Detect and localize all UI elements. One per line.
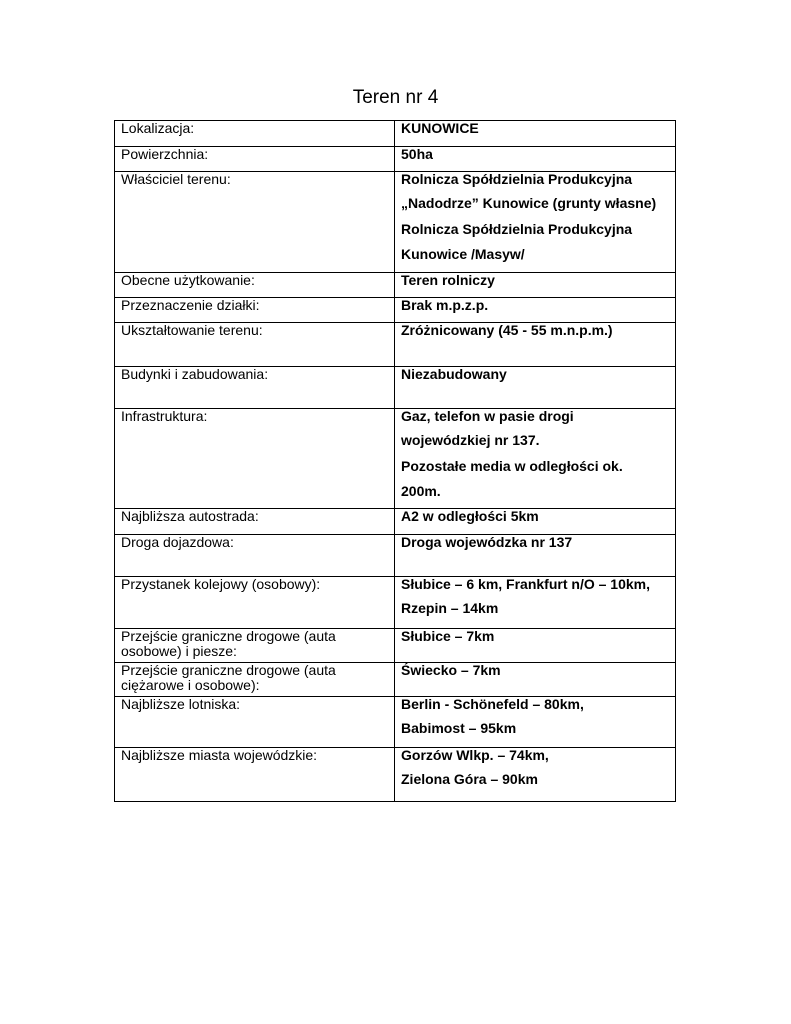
row-label: Przejście graniczne drogowe (auta ciężarowe i osobowe):	[115, 663, 395, 697]
row-value	[395, 121, 676, 147]
value-line: Gorzów Wlkp. – 74km,	[401, 747, 549, 763]
value-line: Teren rolniczy	[401, 272, 495, 288]
row-label: Najbliższe lotniska:	[115, 697, 395, 748]
value-line: Berlin - Schönefeld – 80km,	[401, 696, 584, 712]
table-row	[115, 535, 676, 577]
value-line: „Nadodrze” Kunowice (grunty własne)	[401, 195, 657, 211]
value-line: Brak m.p.z.p.	[401, 297, 489, 313]
row-label: Powierzchnia:	[115, 147, 395, 172]
value-line: A2 w odległości 5km	[401, 508, 539, 524]
value-line: Rolnicza Spółdzielnia Produkcyjna	[401, 220, 633, 237]
row-value	[395, 663, 676, 697]
row-value	[395, 535, 676, 577]
row-label: Przystanek kolejowy (osobowy):	[115, 577, 395, 629]
table-row	[115, 509, 676, 535]
row-label: Właściciel terenu:	[115, 172, 395, 273]
row-value	[395, 409, 676, 509]
value-line: wojewódzkiej nr 137.	[401, 432, 540, 448]
table-row	[115, 323, 676, 367]
value-line: Niezabudowany	[401, 366, 507, 382]
value-line: Słubice – 6 km, Frankfurt n/O – 10km,	[401, 576, 650, 592]
table-row	[115, 367, 676, 409]
row-value	[395, 748, 676, 802]
row-value	[395, 509, 676, 535]
value-line: Zielona Góra – 90km	[401, 771, 538, 787]
row-label: Najbliższe miasta wojewódzkie:	[115, 748, 395, 802]
table-row	[115, 121, 676, 147]
row-label: Przeznaczenie działki:	[115, 298, 395, 323]
row-label: Infrastruktura:	[115, 409, 395, 509]
row-label: Lokalizacja:	[115, 121, 395, 147]
site-info-table	[114, 120, 676, 802]
row-label: Droga dojazdowa:	[115, 535, 395, 577]
page-title: Teren nr 4	[352, 87, 439, 108]
value-line: KUNOWICE	[401, 120, 479, 136]
table-row	[115, 409, 676, 509]
row-value	[395, 697, 676, 748]
row-value	[395, 323, 676, 367]
value-line: Kunowice /Masyw/	[401, 246, 525, 263]
table-row	[115, 577, 676, 629]
row-label: Ukształtowanie terenu:	[115, 323, 395, 367]
row-value	[395, 273, 676, 298]
table-row	[115, 748, 676, 802]
table-row	[115, 147, 676, 172]
value-line: Słubice – 7km	[401, 628, 495, 644]
value-line: Rzepin – 14km	[401, 600, 499, 616]
row-value	[395, 298, 676, 323]
table-row	[115, 298, 676, 323]
row-value	[395, 629, 676, 663]
row-value	[395, 147, 676, 172]
row-label: Obecne użytkowanie:	[115, 273, 395, 298]
value-line: Rolnicza Spółdzielnia Produkcyjna	[401, 171, 633, 187]
value-line: Babimost – 95km	[401, 720, 517, 736]
row-label: Przejście graniczne drogowe (auta osobowe) i piesze:	[115, 629, 395, 663]
table-row	[115, 663, 676, 697]
value-line: 50ha	[401, 146, 433, 162]
row-value	[395, 172, 676, 273]
table-row	[115, 273, 676, 298]
table-row	[115, 697, 676, 748]
value-line: Gaz, telefon w pasie drogi	[401, 408, 574, 424]
row-value	[395, 577, 676, 629]
value-line: Pozostałe media w odległości ok.	[401, 457, 623, 474]
value-line: 200m.	[401, 483, 441, 500]
value-line: Świecko – 7km	[401, 662, 501, 678]
table-row	[115, 629, 676, 663]
table-row	[115, 172, 676, 273]
row-label: Najbliższa autostrada:	[115, 509, 395, 535]
row-label: Budynki i zabudowania:	[115, 367, 395, 409]
value-line: Droga wojewódzka nr 137	[401, 534, 573, 550]
value-line: Zróżnicowany (45 - 55 m.n.p.m.)	[401, 322, 613, 338]
row-value	[395, 367, 676, 409]
